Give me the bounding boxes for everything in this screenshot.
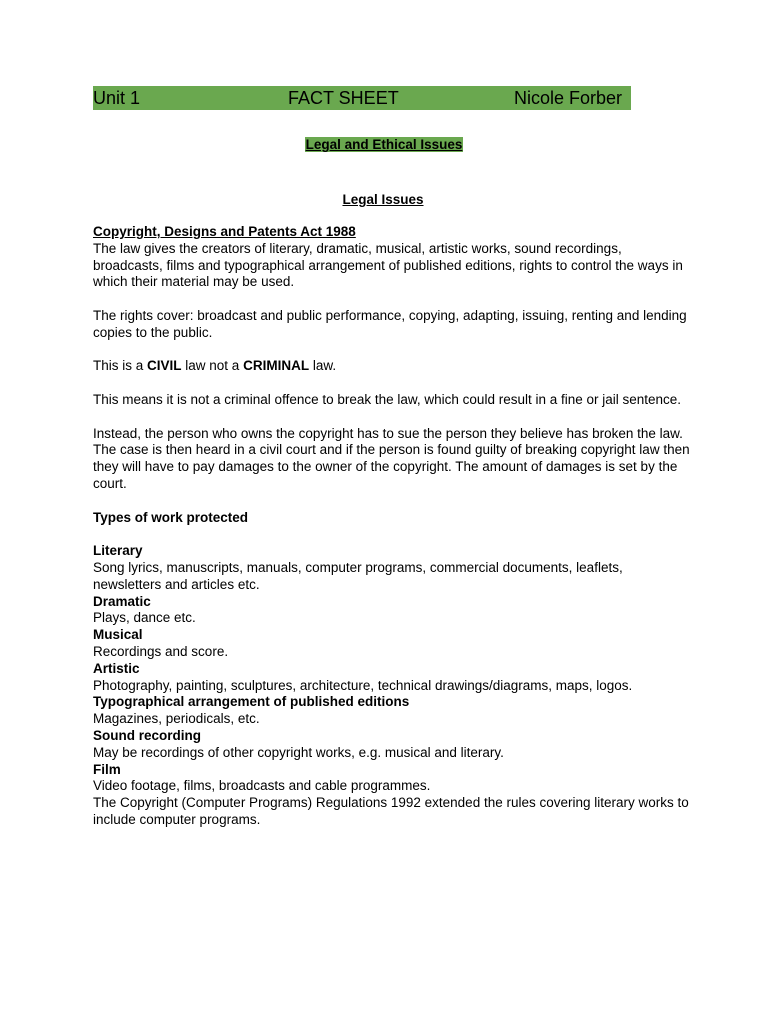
civil-pre-text: This is a bbox=[93, 358, 148, 374]
type-description: Song lyrics, manuscripts, manuals, computer programs, commercial documents, leaflets, newsletters and articles etc. bbox=[93, 559, 623, 592]
type-description: Video footage, films, broadcasts and cable programmes. bbox=[93, 778, 431, 794]
type-description: Magazines, periodicals, etc. bbox=[93, 711, 260, 727]
closing-paragraph: The Copyright (Computer Programs) Regulations 1992 extended the rules covering literary works to include computer programs. bbox=[93, 795, 689, 827]
document-title: FACT SHEET bbox=[288, 88, 399, 108]
civil-post-text: law. bbox=[309, 358, 337, 374]
type-description: Photography, painting, sculptures, architecture, technical drawings/diagrams, maps, logos. bbox=[93, 677, 633, 693]
criminal-word: CRIMINAL bbox=[243, 358, 310, 374]
type-description: Plays, dance etc. bbox=[93, 610, 196, 626]
types-heading: Types of work protected bbox=[93, 509, 249, 525]
type-description: Recordings and score. bbox=[93, 643, 229, 659]
legal-issues-heading: Legal Issues bbox=[342, 192, 424, 207]
type-name: Film bbox=[93, 761, 121, 777]
type-name: Typographical arrangement of published editions bbox=[93, 694, 410, 710]
act-heading: Copyright, Designs and Patents Act 1988 bbox=[93, 224, 356, 239]
type-description: May be recordings of other copyright works, e.g. musical and literary. bbox=[93, 744, 504, 760]
type-name: Artistic bbox=[93, 660, 140, 676]
civil-mid-text: law not a bbox=[181, 358, 244, 374]
header-bar bbox=[93, 86, 631, 110]
document-body bbox=[93, 224, 693, 829]
author-name: Nicole Forber bbox=[514, 88, 623, 108]
section-title bbox=[0, 136, 768, 154]
instead-paragraph: Instead, the person who owns the copyright has to sue the person they believe has broken the law. The case is then heard in a civil court and if the person is found guilty of breaking copyright law then they will have to pay damages to the owner of the copyright. The amount of damages is set by the court. bbox=[93, 425, 690, 491]
type-name: Sound recording bbox=[93, 727, 201, 743]
type-name: Literary bbox=[93, 543, 143, 559]
unit-label: Unit 1 bbox=[93, 88, 141, 108]
type-name: Dramatic bbox=[93, 593, 151, 609]
means-paragraph: This means it is not a criminal offence to break the law, which could result in a fine or jail sentence. bbox=[93, 391, 682, 407]
type-name: Musical bbox=[93, 627, 143, 643]
civil-word: CIVIL bbox=[147, 358, 182, 374]
civil-law-paragraph bbox=[93, 358, 693, 375]
section-title-text: Legal and Ethical Issues bbox=[305, 137, 463, 152]
act-intro-paragraph: The law gives the creators of literary, dramatic, musical, artistic works, sound recordings, broadcasts, films and typographical arrangement of published editions, rights to control the ways in which their material may be used. bbox=[93, 240, 683, 290]
rights-paragraph: The rights cover: broadcast and public performance, copying, adapting, issuing, renting and lending copies to the public. bbox=[93, 307, 687, 340]
